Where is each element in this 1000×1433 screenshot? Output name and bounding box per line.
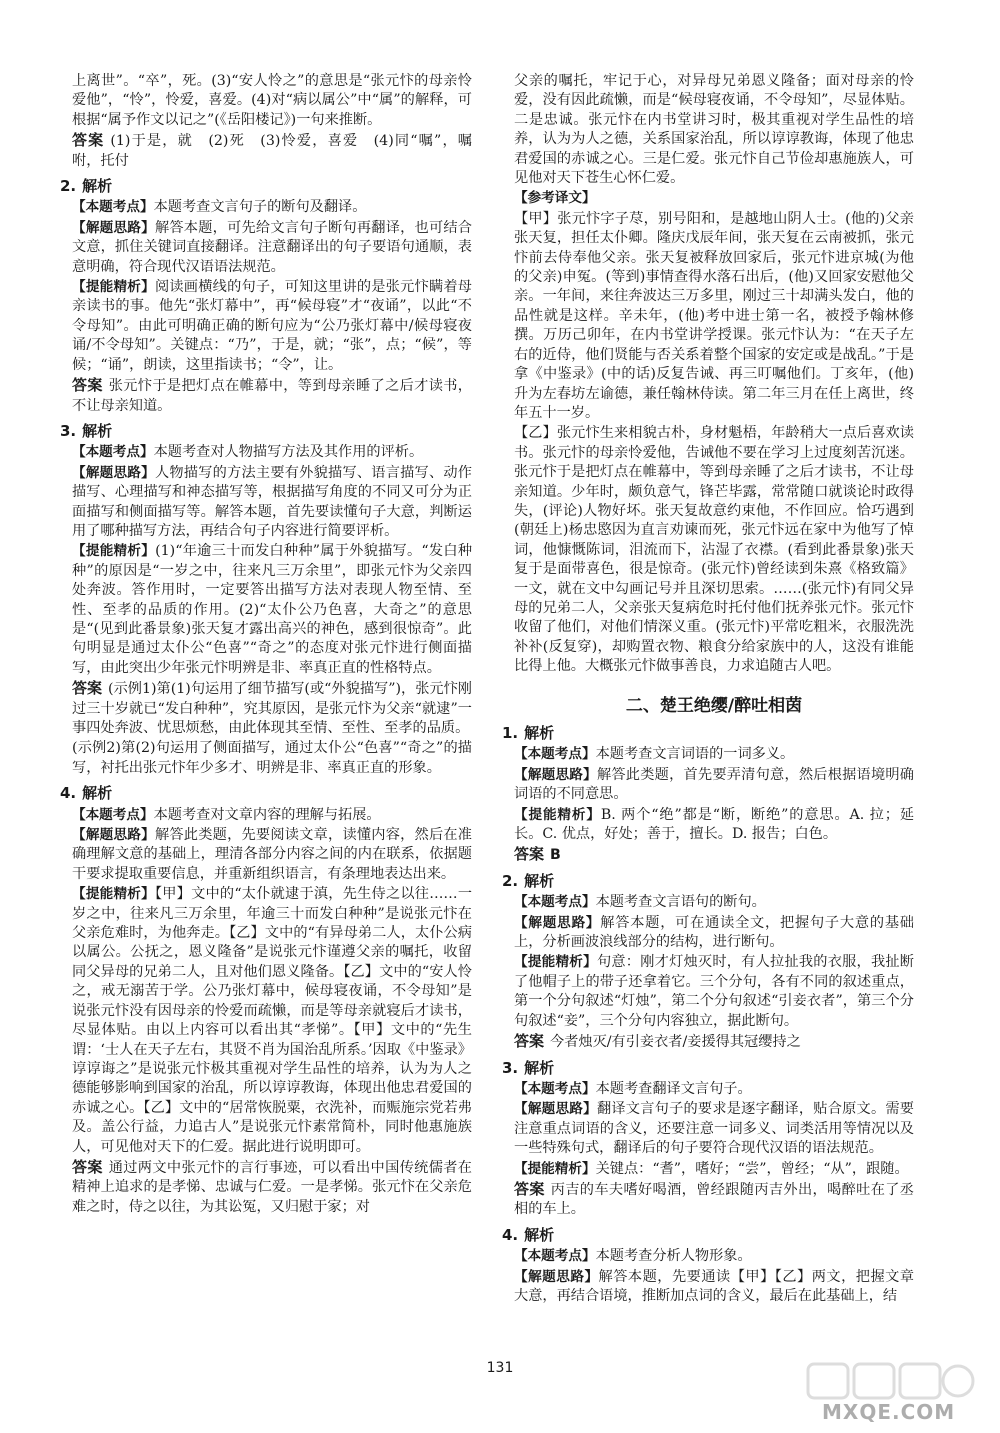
watermark-text: MXQE.COM	[822, 1400, 956, 1424]
answer-2: 答案 今者烛灭/有引妾衣者/妾援得其冠缨持之	[514, 1032, 801, 1051]
kaodian: 【本题考点】本题考查对文章内容的理解与拓展。	[72, 806, 381, 823]
question-4-header: 4. 解析	[60, 784, 113, 803]
kaodian: 【本题考点】本题考查文言句子的断句及翻译。	[72, 199, 367, 216]
silu: 【解题思路】解答本题，可先给文言句子断句再翻译，也可结合文意，抓住关键词直接翻译。注意翻译出的句子要语句通顺，表意明确，符合现代汉语语法规范。	[72, 219, 472, 275]
question-4-header: 4. 解析	[502, 1225, 555, 1244]
answer-1: 答案 (1)于是，就 (2)死 (3)怜爱，喜爱 (4)同“嘱”，嘱咐，托付	[72, 131, 472, 169]
question-1-header: 1. 解析	[502, 724, 555, 742]
jingxi: 【提能精析】关键点：“耆”，嗜好；“尝”，曾经；“从”，跟随。	[514, 1160, 909, 1177]
jingxi: 【提能精析】(1)“年逾三十而发白种种”属于外貌描写。“发白种种”的原因是“一岁之中，往来凡三万余里”，即张元忭为父亲四处奔波。答作用时，一定要答出描写方法对表现人物至情、至性、至孝的品质的作用。(2)“太仆公乃色喜，大奇之”的意思是“(见到此番景象)张天复才露出高兴的神色，感到很惊奇”。此句明显是通过太仆公“色喜”“奇之”的态度对张元忭进行侧面描写，由此突出少年张元忭明辨是非、率真正直的性格特点。	[72, 543, 473, 676]
answer-3-example-2: (示例2)第(2)句运用了侧面描写，通过太仆公“色喜”“奇之”的描写，衬托出张元忭年少多才、明辨是非、率真正直的形象。	[72, 740, 472, 776]
jingxi: 【提能精析】阅读画横线的句子，可知这里讲的是张元忭瞒着母亲读书的事。他先“张灯幕中”，再“候母寝”才“夜诵”，以此“不令母知”。由此可明确正确的断句应为“公乃张灯幕中/候母寝夜诵/不令母知”。关键点：“乃”，于是，就；“张”，点；“候”，等候；“诵”，朗读，这里指读书；“令”，让。	[72, 279, 472, 373]
question-2-header: 2. 解析	[60, 177, 113, 196]
silu: 【解题思路】人物描写的方法主要有外貌描写、语言描写、动作描写、心理描写和神态描写等，根据描写角度的不同又可分为正面描写和侧面描写等。解答本题，首先要读懂句子大意，判断运用了哪种描写方法，再结合句子内容进行简要评析。	[72, 464, 472, 539]
left-column	[60, 72, 473, 1218]
translation-yi: 【乙】张元忭生来相貌古朴，身材魁梧，年龄稍大一点后喜欢读书。张元忭的母亲怜爱他，告诫他不要在学习上过度刻苦沉迷。张元忭于是把灯点在帷幕中，等到母亲睡了之后才读书，不让母亲知道。少年时，颇负意气，锋芒毕露，常常随口就谈论时政得失，(评论)人物好坏。张天复故意约束他，不作回应。恰巧遇到(朝廷上)杨忠愍因为直言劝谏而死，张元忭远在家中为他写了悼词，他慷慨陈词，泪流而下，沾湿了衣襟。(看到此番景象)张天复于是面带喜色，很是惊奇。(张元忭)曾经读到朱熹《格致篇》一文，就在文中勾画记号并且深切思索。……(张元忭)有同父异母的兄弟二人，父亲张天复病危时托付他们抚养张元忭。张元忭收留了他们，对他们情深义重。(张元忭)平常吃粗米，衣服洗洗补补(反复穿)，却购置衣物、粮食分给家族中的人，这没有谁能比得上他。大概张元忭做事善良，力求追随古人吧。	[514, 425, 914, 675]
kaodian: 【本题考点】本题考查文言语句的断句。	[514, 894, 766, 911]
answer-label: 答案	[72, 131, 105, 150]
kaodian: 【本题考点】本题考查分析人物形象。	[514, 1248, 752, 1265]
page-number: 131	[486, 1360, 514, 1376]
right-column	[502, 72, 915, 1307]
silu: 【解题思路】解答本题，先要通读【甲】【乙】两文，把握文章大意，再结合语境，推断加点词的含义，最后在此基础上，结	[514, 1268, 915, 1304]
kaodian: 【本题考点】本题考查翻译文言句子。	[514, 1080, 752, 1097]
silu: 【解题思路】解答本题，可在通读全文，把握句子大意的基础上，分析画波浪线部分的结构，进行断句。	[514, 914, 914, 951]
section-title: 二、楚王绝缨/醉吐相茵	[625, 695, 803, 716]
question-3-header: 3. 解析	[60, 421, 113, 440]
reference-translation-label: 【参考译文】	[514, 190, 596, 207]
kaodian: 【本题考点】本题考查对人物描写方法及其作用的评析。	[72, 444, 424, 461]
silu: 【解题思路】解答此类题，首先要弄清句意，然后根据语境明确词语的不同意思。	[514, 766, 914, 803]
answer-3: 答案 丙吉的车夫嗜好喝酒，曾经跟随丙吉外出，喝醉吐在了丞相的车上。	[514, 1179, 914, 1218]
jingxi: 【提能精析】【甲】文中的“太仆就逮于滇，先生侍之以往……一岁之中，往来凡三万余里，年逾三十而发白种种”是说张元忭在父亲危难时，为他奔走。【乙】文中的“有异母弟二人，太仆公病以属公。公抚之，恩义隆备”是说张元忭谨遵父亲的嘱托，收留同父异母的兄弟二人，且对他们恩义隆备。【乙】文中的“安人怜之，戒无溺苦于学。公乃张灯幕中，候母寝夜诵，不令母知”是说张元忭没有因母亲的怜爱而疏懒，而是等母亲就寝后才读书，尽显体贴。由以上内容可以看出其“孝悌”。【甲】文中的“先生谓：‘士人在天子左右，其贤不肖为国治乱所系。’因取《中鉴录》谆谆诲之”是说张元忭极其重视对学生品性的培养，认为为人之德能够影响到国家的治乱，所以谆谆教诲，体现出他忠君爱国的赤诚之心。【乙】文中的“居常恢脱粟，衣洗补，而赈施宗党若弗及。盖公行益，力追古人”是说张元忭素常简朴，同时他惠施族人，可见他对天下的仁爱。据此进行说明即可。	[72, 886, 473, 1155]
silu: 【解题思路】解答此类题，先要阅读文章，读懂内容，然后在准确理解文意的基础上，理清各部分内容之间的内在联系，依据题干要求提取重要信息，并重新组织语言，有条理地表达出来。	[72, 827, 472, 882]
question-2-header: 2. 解析	[502, 871, 555, 890]
translation-jia: 【甲】张元忭字子荩，别号阳和，是越地山阴人士。(他的)父亲张天复，担任太仆卿。隆庆戊辰年间，张天复在云南被抓，张元忭前去侍奉他父亲。张天复被释放回家后，张元忭进京城(为他的父亲)申冤。(等到)事情查得水落石出后，(他)又回家安慰他父亲。一年间，来往奔波达三万多里，刚过三十却满头发白，他的品性就是这样。辛未年，(他)考中进士第一名，被授予翰林修撰。万历己卯年，在内书堂讲学授课。张元忭认为：“在天子左右的近侍，他们贤能与否关系着整个国家的安定或是战乱。”于是拿《中鉴录》(中的话)反复告诫、再三叮嘱他们。丁亥年，(他)升为左春坊左谕德，兼任翰林侍读。第二年三月在任上离世，终年五十一岁。	[514, 210, 914, 421]
silu: 【解题思路】翻译文言句子的要求是逐字翻译，贴合原文。需要注意重点词语的含义，还要注意一词多义、词类活用等情况以及一些特殊句式，翻译后的句子要符合现代汉语的语法规范。	[514, 1101, 914, 1157]
answer-3: 答案 (示例1)第(1)句运用了细节描写(或“外貌描写”)，张元忭刚过三十岁就已“发白种种”，究其原因，是张元忭为父亲“就逮”一事四处奔波、忧思烦愁，由此体现其至情、至性、至孝的品质。	[72, 679, 472, 736]
kaodian: 【本题考点】本题考查文言词语的一词多义。	[514, 746, 795, 763]
jingxi: 【提能精析】B. 两个“绝”都是“断，断绝”的意思。A. 拉；延长。C. 优点，好处；善于，擅长。D. 报告；白色。	[514, 806, 915, 843]
paragraph: 上离世”。“卒”，死。(3)“安人怜之”的意思是“张元忭的母亲怜爱他”，“怜”，怜爱，喜爱。(4)对“病以属公”中“属”的解释，可根据“属予作文以记之”(《岳阳楼记》)一句来推断。	[72, 73, 472, 128]
paragraph: 父亲的嘱托，牢记于心，对异母兄弟恩义隆备；面对母亲的怜爱，没有因此疏懒，而是“候母寝夜诵，不令母知”，尽显体贴。二是忠诚。张元忭在内书堂讲习时，极其重视对学生品性的培养，认为为人之德，关系国家治乱，所以谆谆教诲，体现了他忠君爱国的赤诚之心。三是仁爱。张元忭自己节俭却惠施族人，可见他对天下苍生心怀仁爱。	[514, 73, 914, 187]
answer-2: 答案 张元忭于是把灯点在帷幕中，等到母亲睡了之后才读书，不让母亲知道。	[72, 376, 472, 414]
question-3-header: 3. 解析	[502, 1058, 555, 1077]
answer-1: 答案 B	[514, 845, 561, 864]
jingxi: 【提能精析】句意：刚才灯烛灭时，有人拉扯我的衣服，我扯断了他帽子上的带子还拿着它。三个分句，各有不同的叙述重点，第一个分句叙述“灯烛”，第二个分句叙述“引妾衣者”，第三个分句叙述“妾”，三个分句内容独立，据此断句。	[514, 954, 914, 1029]
answer-4: 答案 通过两文中张元忭的言行事迹，可以看出中国传统儒者在精神上追求的是孝悌、忠诚与仁爱。一是孝悌。张元忭在父亲危难之时，侍之以往，为其讼冤，又归慰于家；对	[72, 1157, 472, 1215]
